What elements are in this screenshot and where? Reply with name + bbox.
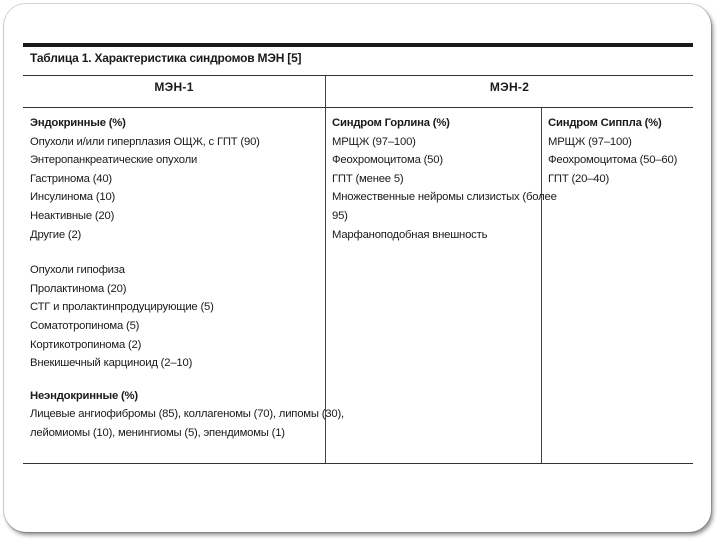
men1-pituitary-item: СТГ и пролактинпродуцирующие (5) bbox=[30, 301, 214, 314]
men1-nonendocrine-item: лейомиомы (10), менингиомы (5), эпендимомы (1) bbox=[30, 426, 285, 439]
sipple-item: ГПТ (20–40) bbox=[548, 172, 610, 185]
gorlin-item: 95) bbox=[332, 209, 348, 222]
spacer bbox=[30, 373, 344, 387]
men1-endocrine-item: Гастринома (40) bbox=[30, 172, 112, 185]
caption-rule bbox=[23, 75, 693, 76]
gorlin-item: ГПТ (менее 5) bbox=[332, 172, 404, 185]
sipple-item: МРЩЖ (97–100) bbox=[548, 135, 632, 148]
spacer bbox=[30, 244, 344, 261]
men1-endocrine-title: Эндокринные (%) bbox=[30, 117, 126, 129]
men1-pituitary-item: Опухоли гипофиза bbox=[30, 264, 125, 277]
men1-endocrine-item: Опухоли и/или гиперплазия ОЩЖ, с ГПТ (90) bbox=[30, 135, 260, 148]
men1-nonendocrine-title: Неэндокринные (%) bbox=[30, 389, 138, 402]
men1-pituitary-item: Соматотропинома (5) bbox=[30, 319, 140, 332]
gorlin-item: Феохромоцитома (50) bbox=[332, 154, 443, 167]
men1-endocrine-item: Неактивные (20) bbox=[30, 209, 115, 222]
bottom-rule bbox=[23, 463, 693, 464]
men1-endocrine-item: Другие (2) bbox=[30, 228, 82, 241]
men1-endocrine-item: Инсулинома (10) bbox=[30, 191, 116, 204]
header-men2: МЭН-2 bbox=[489, 80, 530, 94]
table-top-bar bbox=[23, 43, 693, 47]
men1-pituitary-item: Кортикотропинома (2) bbox=[30, 338, 142, 351]
gorlin-item: Множественные нейромы слизистых (более bbox=[332, 191, 557, 204]
sipple-column bbox=[548, 114, 677, 188]
men1-pituitary-item: Внекишечный карциноид (2–10) bbox=[30, 357, 193, 370]
header-men1: МЭН-1 bbox=[154, 80, 194, 94]
men1-nonendocrine-item: Лицевые ангиофибромы (85), коллагеномы (70), липомы (30), bbox=[30, 408, 344, 421]
table-caption: Таблица 1. Характеристика синдромов МЭН [5] bbox=[30, 51, 302, 65]
gorlin-title: Синдром Горлина (%) bbox=[332, 117, 450, 129]
gorlin-column bbox=[332, 114, 557, 244]
header-rule bbox=[23, 107, 693, 108]
sipple-item: Феохромоцитома (50–60) bbox=[548, 154, 678, 167]
men1-pituitary-item: Пролактинома (20) bbox=[30, 282, 127, 295]
men1-column bbox=[30, 114, 344, 443]
men1-endocrine-item: Энтеропанкреатические опухоли bbox=[30, 154, 198, 167]
gorlin-item: МРЩЖ (97–100) bbox=[332, 135, 416, 148]
sipple-title: Синдром Сиппла (%) bbox=[548, 117, 662, 129]
gorlin-item: Марфаноподобная внешность bbox=[332, 228, 488, 241]
